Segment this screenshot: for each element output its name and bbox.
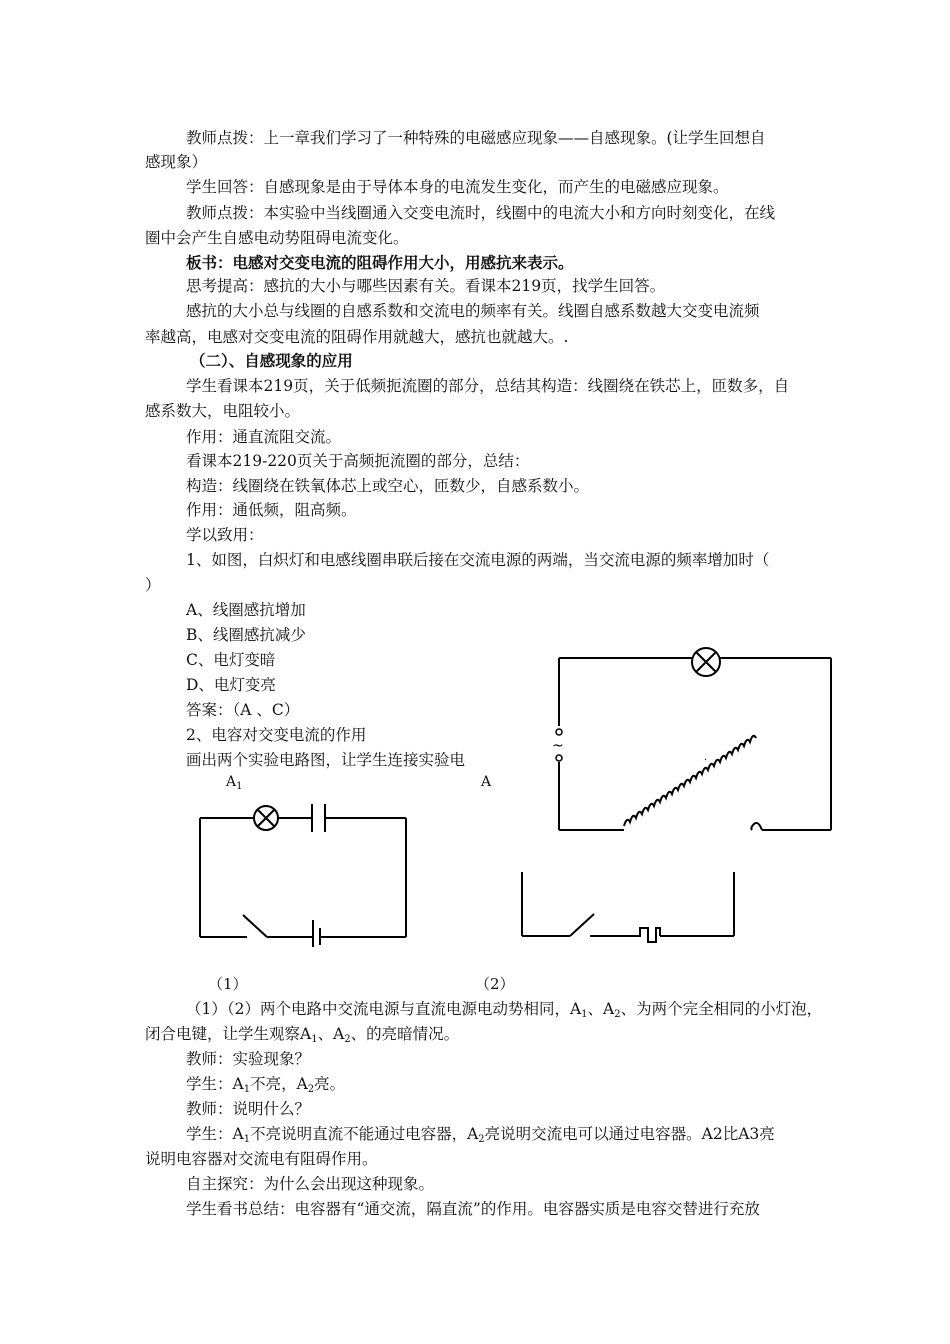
para-structure: 构造：线圈绕在铁氧体芯上或空心，匝数少，自感系数小。: [186, 477, 590, 495]
question-1-cont: ）: [145, 576, 161, 594]
para-reactance: 感抗的大小总与线圈的自感系数和交流电的频率有关。线圈自感系数越大交变电流频: [186, 302, 760, 320]
para-teacher-hint-2-cont: 圈中会产生自感电动势阻碍电流变化。: [145, 229, 409, 247]
para-think: 思考提高：感抗的大小与哪些因素有关。看课本219页，找学生回答。: [186, 277, 666, 295]
student-answer-2-cont: 说明电容器对交流电有阻碍作用。: [145, 1150, 378, 1168]
answer: 答案：（A 、C）: [186, 701, 300, 719]
teacher-question-2: 教师：说明什么？: [186, 1100, 311, 1118]
para-teacher-hint-2: 教师点拨：本实验中当线圈通入交变电流时，线圈中的电流大小和方向时刻变化，在线: [186, 204, 776, 222]
figure-2-caption: （2）: [475, 975, 515, 993]
option-d: D、电灯变亮: [186, 676, 276, 694]
section-heading: （二）、自感现象的应用: [190, 351, 353, 370]
para-explore: 自主探究：为什么会出现这种现象。: [186, 1175, 435, 1193]
circuit-2-diagram: [518, 872, 743, 942]
circuit-inductor-diagram: [552, 648, 837, 828]
option-c: C、电灯变暗: [186, 651, 276, 669]
para-experiment: （1）（2）两个电路中交流电源与直流电源电动势相同，$A_1$、$A_2$、为两个完全相同的小灯泡，: [186, 1000, 823, 1020]
para-low-freq: 学生看课本219页，关于低频扼流圈的部分，总结其构造：线圈绕在铁芯上，匝数多，自: [186, 377, 790, 395]
question-2: 2、电容对交变电流的作用: [186, 726, 367, 744]
para-teacher-hint-1: 教师点拨：上一章我们学习了一种特殊的电磁感应现象——自感现象。(让学生回想自: [186, 129, 766, 147]
para-effect-1: 作用：通直流阻交流。: [186, 428, 342, 446]
para-apply: 学以致用：: [186, 526, 264, 544]
circuit-1-lamp-label: $A_1$: [226, 774, 243, 792]
question-1: 1、如图，白炽灯和电感线圈串联后接在交流电源的两端，当交流电源的频率增加时（: [186, 551, 770, 569]
para-blackboard: 板书：电感对交变电流的阻碍作用大小，用感抗来表示。: [186, 253, 574, 272]
teacher-question-1: 教师：实验现象？: [186, 1050, 311, 1068]
para-reactance-cont: 率越高，电感对交变电流的阻碍作用就越大，感抗也就越大。.: [145, 328, 569, 346]
student-answer-1: 学生：$A_1$不亮，$A_2$亮。: [186, 1075, 346, 1095]
para-summary: 学生看书总结：电容器有“通交流，隔直流”的作用。电容器实质是电容交替进行充放: [186, 1200, 760, 1218]
option-a: A、线圈感抗增加: [186, 601, 306, 619]
question-2-desc: 画出两个实验电路图，让学生连接实验电: [186, 751, 466, 769]
para-teacher-hint-1-cont: 感现象）: [145, 153, 208, 171]
para-low-freq-cont: 感系数大，电阻较小。: [145, 402, 301, 420]
para-experiment-cont: 闭合电键，让学生观察$A_1$、$A_2$、的亮暗情况。: [145, 1025, 460, 1045]
figure-1-caption: （1）: [208, 975, 248, 993]
circuit-2-lamp-label: A: [481, 774, 492, 790]
para-student-answer: 学生回答：自感现象是由于导体本身的电流发生变化，而产生的电磁感应现象。: [186, 178, 729, 196]
stray-dot: .: [704, 752, 708, 763]
option-b: B、线圈感抗减少: [186, 626, 306, 644]
para-high-freq: 看课本219-220页关于高频扼流圈的部分，总结：: [186, 452, 530, 470]
circuit-1-diagram: [195, 800, 415, 940]
ac-source-icon: ~: [552, 738, 564, 754]
para-effect-2: 作用：通低频，阻高频。: [186, 501, 357, 519]
student-answer-2: 学生：$A_1$不亮说明直流不能通过电容器，$A_2$亮说明交流电可以通过电容器。A2比A3亮: [186, 1125, 775, 1145]
